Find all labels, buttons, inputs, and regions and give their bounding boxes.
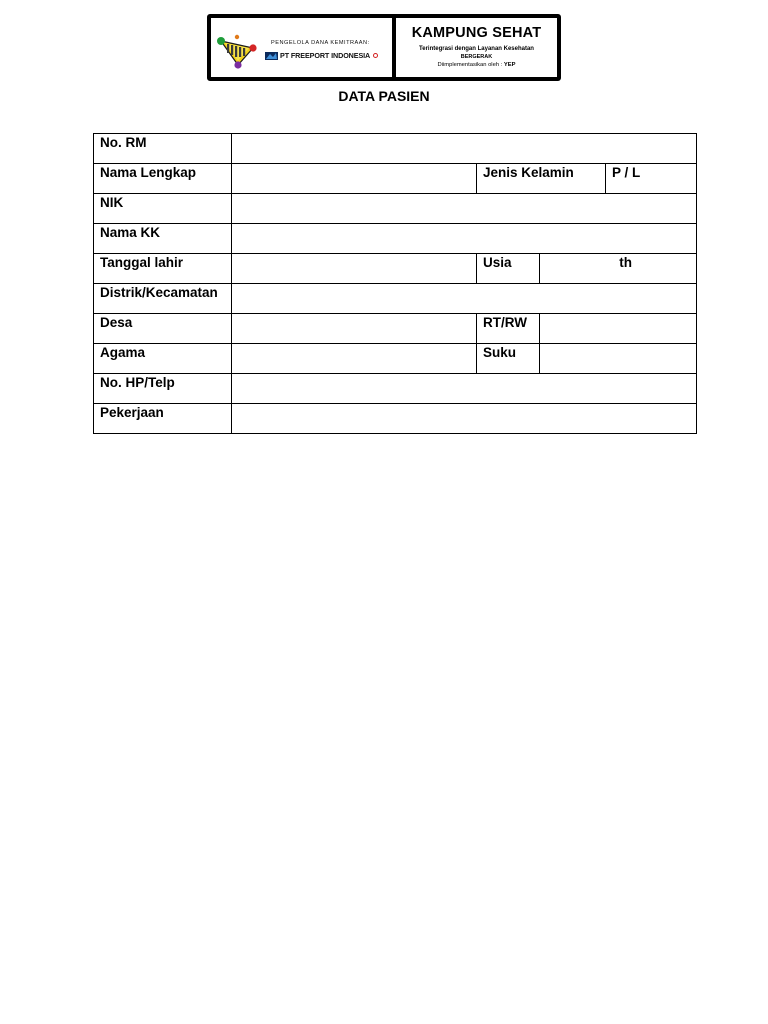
freeport-mark-icon xyxy=(265,52,278,60)
rt-rw-label: RT/RW xyxy=(477,314,540,344)
rt-rw-field[interactable] xyxy=(540,314,697,344)
row-tanggal-lahir xyxy=(94,254,697,284)
row-pekerjaan xyxy=(94,404,697,434)
distrik-field[interactable] xyxy=(232,284,697,314)
pengelola-label: PENGELOLA DANA KEMITRAAN: xyxy=(271,40,370,46)
program-subtitle: Terintegrasi dengan Layanan Kesehatan xyxy=(419,46,534,52)
partner-badge-icon xyxy=(373,53,378,58)
suku-label: Suku xyxy=(477,344,540,374)
tanggal-lahir-label: Tanggal lahir xyxy=(94,254,232,284)
no-rm-label: No. RM xyxy=(94,134,232,164)
implemented-by xyxy=(396,62,557,68)
partner-name: PT FREEPORT INDONESIA xyxy=(280,51,371,60)
nama-kk-label: Nama KK xyxy=(94,224,232,254)
row-nama-lengkap xyxy=(94,164,697,194)
no-rm-field[interactable] xyxy=(232,134,697,164)
nama-kk-field[interactable] xyxy=(232,224,697,254)
row-no-hp xyxy=(94,374,697,404)
header-logo-banner xyxy=(207,14,561,81)
program-title: KAMPUNG SEHAT xyxy=(411,25,542,41)
row-no-rm xyxy=(94,134,697,164)
document-title: DATA PASIEN xyxy=(338,88,430,104)
row-distrik xyxy=(94,284,697,314)
desa-label: Desa xyxy=(94,314,232,344)
distrik-label: Distrik/Kecamatan xyxy=(94,284,232,314)
patient-data-table xyxy=(93,133,697,434)
jenis-kelamin-label: Jenis Kelamin xyxy=(477,164,606,194)
nama-lengkap-label: Nama Lengkap xyxy=(94,164,232,194)
row-nama-kk xyxy=(94,224,697,254)
jenis-kelamin-field[interactable]: P / L xyxy=(606,164,697,194)
suku-field[interactable] xyxy=(540,344,697,374)
row-agama xyxy=(94,344,697,374)
usia-label: Usia xyxy=(477,254,540,284)
agama-field[interactable] xyxy=(232,344,477,374)
nik-field[interactable] xyxy=(232,194,697,224)
nama-lengkap-field[interactable] xyxy=(232,164,477,194)
partner-brand xyxy=(265,51,378,60)
program-subtitle-2: BERGERAK xyxy=(460,54,493,60)
usia-field[interactable]: th xyxy=(540,254,697,284)
no-hp-field[interactable] xyxy=(232,374,697,404)
program-logo-panel xyxy=(396,18,557,77)
row-desa xyxy=(94,314,697,344)
kampung-sehat-emblem-icon xyxy=(216,24,258,71)
partner-logo-panel xyxy=(211,18,396,77)
no-hp-label: No. HP/Telp xyxy=(94,374,232,404)
desa-field[interactable] xyxy=(232,314,477,344)
row-nik xyxy=(94,194,697,224)
implementer-name: YEP xyxy=(503,62,516,68)
agama-label: Agama xyxy=(94,344,232,374)
pekerjaan-field[interactable] xyxy=(232,404,697,434)
nik-label: NIK xyxy=(94,194,232,224)
pekerjaan-label: Pekerjaan xyxy=(94,404,232,434)
tanggal-lahir-field[interactable] xyxy=(232,254,477,284)
implemented-by-label: Diimplementasikan oleh : xyxy=(437,62,503,68)
